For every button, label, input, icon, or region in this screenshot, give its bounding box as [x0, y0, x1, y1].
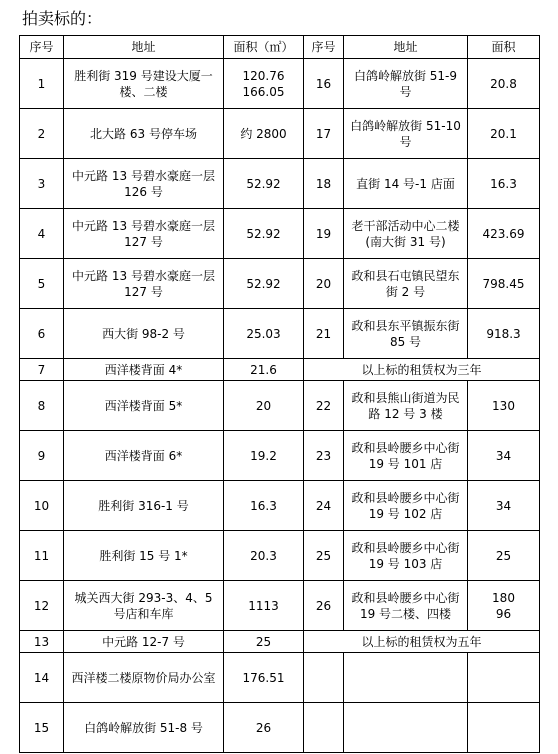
item-area: 176.51: [224, 653, 304, 703]
item-area: 19.2: [224, 431, 304, 481]
item-area: [468, 653, 540, 703]
item-number: 22: [304, 381, 344, 431]
item-address: 中元路 13 号碧水豪庭一层 127 号: [64, 209, 224, 259]
item-address: 老干部活动中心二楼(南大街 31 号): [344, 209, 468, 259]
header-no-left: 序号: [20, 36, 64, 59]
table-row: [20, 359, 540, 381]
item-address: 北大路 63 号停车场: [64, 109, 224, 159]
item-area: 34: [468, 481, 540, 531]
item-area: 918.3: [468, 309, 540, 359]
item-address: 中元路 12-7 号: [64, 631, 224, 653]
table-row: [20, 653, 540, 703]
table-row: [20, 109, 540, 159]
item-area: 130: [468, 381, 540, 431]
item-number: 20: [304, 259, 344, 309]
item-area: 1113: [224, 581, 304, 631]
item-address: 直街 14 号-1 店面: [344, 159, 468, 209]
item-number: 14: [20, 653, 64, 703]
header-area-right: 面积: [468, 36, 540, 59]
item-area: 25: [224, 631, 304, 653]
item-number: 17: [304, 109, 344, 159]
table-row: [20, 309, 540, 359]
table-row: [20, 59, 540, 109]
table-row: [20, 209, 540, 259]
item-address: 政和县岭腰乡中心街 19 号 102 店: [344, 481, 468, 531]
item-area: 798.45: [468, 259, 540, 309]
item-address: 胜利街 319 号建设大厦一楼、二楼: [64, 59, 224, 109]
item-address: 胜利街 15 号 1*: [64, 531, 224, 581]
lease-term-note: 以上标的租赁权为五年: [304, 631, 540, 653]
item-address: 白鸽岭解放街 51-8 号: [64, 703, 224, 753]
item-area: 120.76 166.05: [224, 59, 304, 109]
item-address: 西洋楼背面 6*: [64, 431, 224, 481]
header-area-left: 面积（㎡）: [224, 36, 304, 59]
item-area: 25.03: [224, 309, 304, 359]
item-number: 19: [304, 209, 344, 259]
item-number: 16: [304, 59, 344, 109]
item-address: 胜利街 316-1 号: [64, 481, 224, 531]
item-address: 政和县东平镇振东街 85 号: [344, 309, 468, 359]
table-body: [20, 59, 540, 753]
table-header-row: [20, 36, 540, 59]
item-area: 52.92: [224, 209, 304, 259]
item-address: 政和县岭腰乡中心街 19 号 103 店: [344, 531, 468, 581]
item-address: 西洋楼二楼原物价局办公室: [64, 653, 224, 703]
item-address: [344, 703, 468, 753]
item-number: 23: [304, 431, 344, 481]
item-number: 8: [20, 381, 64, 431]
table-row: [20, 481, 540, 531]
table-row: [20, 159, 540, 209]
item-address: 西大街 98-2 号: [64, 309, 224, 359]
item-number: 21: [304, 309, 344, 359]
header-address-left: 地址: [64, 36, 224, 59]
lease-term-note: 以上标的租赁权为三年: [304, 359, 540, 381]
auction-items-table: [19, 35, 540, 753]
table-row: [20, 631, 540, 653]
table-row: [20, 381, 540, 431]
item-area: 20.8: [468, 59, 540, 109]
item-area: 20.3: [224, 531, 304, 581]
item-area: 34: [468, 431, 540, 481]
item-area: 16.3: [224, 481, 304, 531]
item-number: 12: [20, 581, 64, 631]
item-number: 5: [20, 259, 64, 309]
item-area: 180 96: [468, 581, 540, 631]
item-area: 52.92: [224, 259, 304, 309]
item-number: 11: [20, 531, 64, 581]
table-row: [20, 431, 540, 481]
item-number: 9: [20, 431, 64, 481]
item-address: 西洋楼背面 4*: [64, 359, 224, 381]
item-number: [304, 703, 344, 753]
table-row: [20, 531, 540, 581]
item-number: 25: [304, 531, 344, 581]
item-number: 18: [304, 159, 344, 209]
item-number: 15: [20, 703, 64, 753]
item-address: [344, 653, 468, 703]
item-number: 10: [20, 481, 64, 531]
item-area: 52.92: [224, 159, 304, 209]
item-number: 24: [304, 481, 344, 531]
item-number: 4: [20, 209, 64, 259]
item-address: 中元路 13 号碧水豪庭一层 126 号: [64, 159, 224, 209]
item-area: 20: [224, 381, 304, 431]
item-number: 3: [20, 159, 64, 209]
item-address: 政和县熊山街道为民路 12 号 3 楼: [344, 381, 468, 431]
item-number: [304, 653, 344, 703]
item-area: 26: [224, 703, 304, 753]
table-row: [20, 581, 540, 631]
item-number: 6: [20, 309, 64, 359]
item-number: 13: [20, 631, 64, 653]
item-area: 21.6: [224, 359, 304, 381]
item-address: 政和县岭腰乡中心街 19 号二楼、四楼: [344, 581, 468, 631]
page-heading: 拍卖标的：: [22, 9, 103, 28]
item-number: 7: [20, 359, 64, 381]
item-number: 1: [20, 59, 64, 109]
item-area: 25: [468, 531, 540, 581]
item-address: 白鸽岭解放街 51-10 号: [344, 109, 468, 159]
item-address: 西洋楼背面 5*: [64, 381, 224, 431]
item-number: 2: [20, 109, 64, 159]
table-row: [20, 703, 540, 753]
table-row: [20, 259, 540, 309]
item-number: 26: [304, 581, 344, 631]
item-area: 约 2800: [224, 109, 304, 159]
header-no-right: 序号: [304, 36, 344, 59]
item-address: 政和县石屯镇民望东街 2 号: [344, 259, 468, 309]
item-address: 城关西大街 293-3、4、5 号店和车库: [64, 581, 224, 631]
item-area: 16.3: [468, 159, 540, 209]
item-area: 423.69: [468, 209, 540, 259]
header-address-right: 地址: [344, 36, 468, 59]
item-area: [468, 703, 540, 753]
item-address: 白鸽岭解放街 51-9 号: [344, 59, 468, 109]
item-address: 中元路 13 号碧水豪庭一层 127 号: [64, 259, 224, 309]
item-area: 20.1: [468, 109, 540, 159]
item-address: 政和县岭腰乡中心街 19 号 101 店: [344, 431, 468, 481]
